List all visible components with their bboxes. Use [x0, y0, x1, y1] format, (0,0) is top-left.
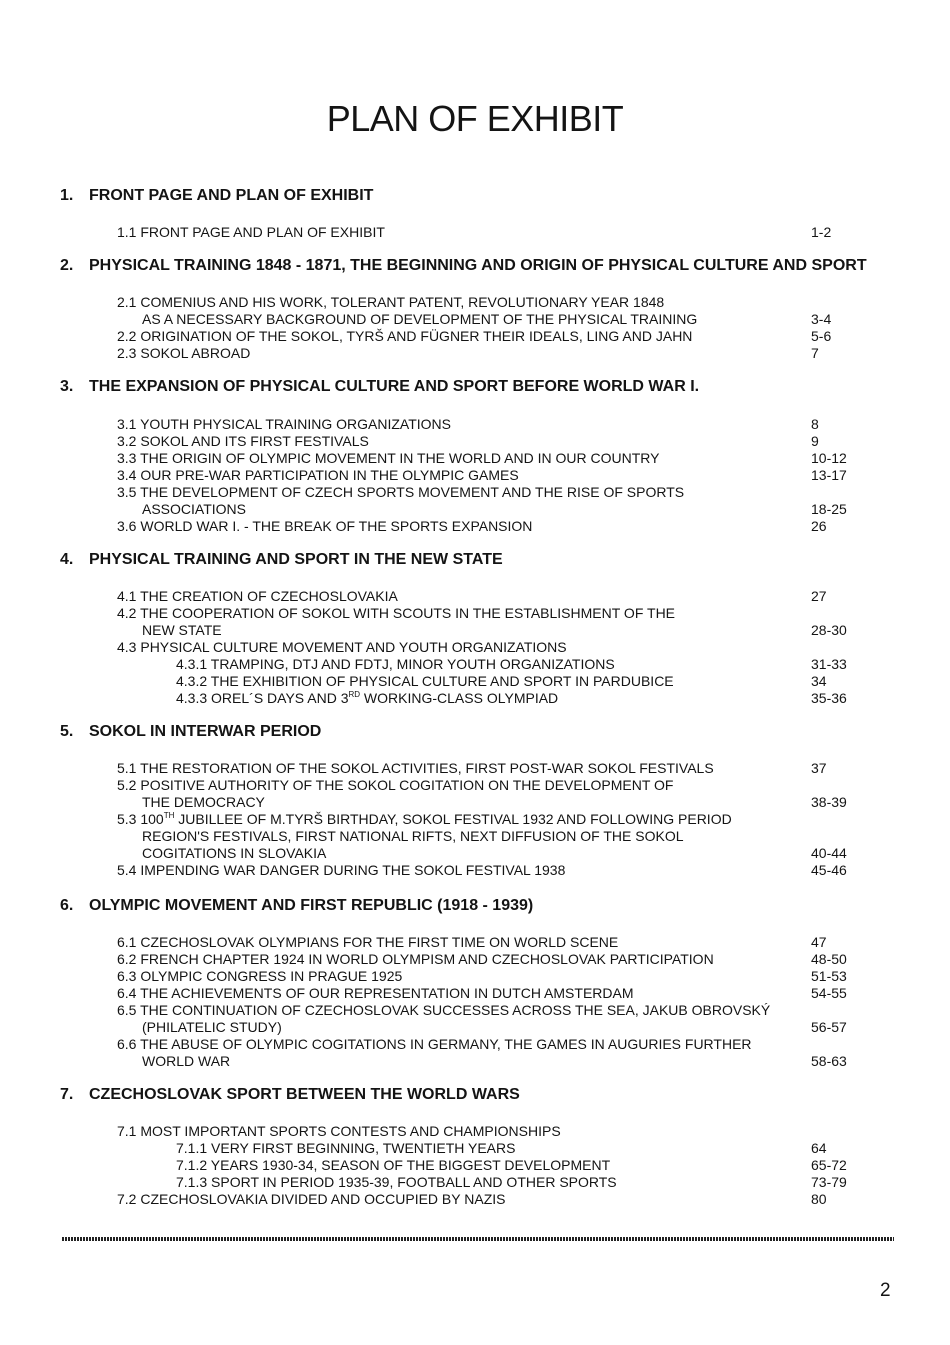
toc-entry-text: 6.6 THE ABUSE OF OLYMPIC COGITATIONS IN GERMANY, THE GAMES IN AUGURIES FURTHER [117, 1036, 752, 1052]
toc-entry-text: REGION'S FESTIVALS, FIRST NATIONAL RIFTS, NEXT DIFFUSION OF THE SOKOL [142, 828, 684, 844]
toc-entry-text: 4.3 PHYSICAL CULTURE MOVEMENT AND YOUTH ORGANIZATIONS [117, 639, 567, 655]
toc-entry-page: 9 [811, 433, 819, 449]
toc-entry-text: 3.1 YOUTH PHYSICAL TRAINING ORGANIZATIONS [117, 416, 451, 432]
toc-entry [0, 450, 950, 467]
toc-entry-page: 40-44 [811, 845, 847, 861]
toc-entry-text: 2.1 COMENIUS AND HIS WORK, TOLERANT PATENT, REVOLUTIONARY YEAR 1848 [117, 294, 665, 310]
section-number: 1. [60, 187, 74, 204]
toc-entry-text: 6.4 THE ACHIEVEMENTS OF OUR REPRESENTATION IN DUTCH AMSTERDAM [117, 985, 634, 1001]
toc-entry-page: 35-36 [811, 690, 847, 706]
toc-entry-page: 31-33 [811, 656, 847, 672]
toc-entry-text: NEW STATE [142, 622, 222, 638]
toc-entry-page: 45-46 [811, 862, 847, 878]
section-number: 3. [60, 378, 74, 395]
toc-entry-text: 2.2 ORIGINATION OF THE SOKOL, TYRŠ AND FÜGNER THEIR IDEALS, LING AND JAHN [117, 328, 693, 344]
toc-entry-text: 7.2 CZECHOSLOVAKIA DIVIDED AND OCCUPIED BY NAZIS [117, 1191, 506, 1207]
toc-entry-text: 1.1 FRONT PAGE AND PLAN OF EXHIBIT [117, 224, 385, 240]
section-title: SOKOL IN INTERWAR PERIOD [89, 723, 322, 740]
toc-entry-page: 51-53 [811, 968, 847, 984]
toc-entry-text: 3.3 THE ORIGIN OF OLYMPIC MOVEMENT IN THE WORLD AND IN OUR COUNTRY [117, 450, 660, 466]
section-number: 4. [60, 551, 74, 568]
section-items [0, 224, 950, 241]
toc-entry [0, 690, 950, 707]
toc-entry [0, 985, 950, 1002]
section-heading [60, 551, 920, 569]
toc-entry-text: 4.1 THE CREATION OF CZECHOSLOVAKIA [117, 588, 398, 604]
toc-entry [0, 416, 950, 433]
footer-divider [62, 1237, 894, 1241]
section-title: CZECHOSLOVAK SPORT BETWEEN THE WORLD WARS [89, 1086, 520, 1103]
toc-entry [0, 588, 950, 605]
toc-entry-text-end: JUBILLEE OF M.TYRŠ BIRTHDAY, SOKOL FESTIVAL 1932 AND FOLLOWING PERIOD [174, 811, 732, 827]
toc-entry [0, 1140, 950, 1157]
toc-entry-page: 48-50 [811, 951, 847, 967]
toc-entry [0, 1036, 950, 1053]
toc-entry [0, 518, 950, 535]
page-number: 2 [880, 1280, 891, 1301]
toc-entry [0, 328, 950, 345]
toc-entry-page: 3-4 [811, 311, 832, 327]
section-title: FRONT PAGE AND PLAN OF EXHIBIT [89, 187, 374, 204]
toc-entry [0, 777, 950, 794]
toc-entry-page: 27 [811, 588, 827, 604]
toc-entry [0, 345, 950, 362]
toc-entry-text: 7.1.1 VERY FIRST BEGINNING, TWENTIETH YEARS [176, 1140, 516, 1156]
toc-entry-text: 5.4 IMPENDING WAR DANGER DURING THE SOKOL FESTIVAL 1938 [117, 862, 566, 878]
toc-entry-text: 5.2 POSITIVE AUTHORITY OF THE SOKOL COGITATION ON THE DEVELOPMENT OF [117, 777, 674, 793]
toc-entry-text: 4.2 THE COOPERATION OF SOKOL WITH SCOUTS IN THE ESTABLISHMENT OF THE [117, 605, 676, 621]
toc-entry-page: 38-39 [811, 794, 847, 810]
toc-entry [0, 968, 950, 985]
toc-entry [0, 605, 950, 622]
toc-entry-text: 7.1.3 SPORT IN PERIOD 1935-39, FOOTBALL AND OTHER SPORTS [176, 1174, 617, 1190]
section-heading [60, 378, 920, 396]
section-heading [60, 257, 920, 275]
toc-entry [0, 794, 950, 811]
toc-entry-text-start: 4.3.3 OREL´S DAYS AND 3 [176, 690, 349, 706]
toc-entry [0, 294, 950, 311]
ordinal-suffix: TH [163, 811, 175, 820]
toc-entry [0, 811, 950, 828]
toc-entry-page: 37 [811, 760, 827, 776]
toc-entry [0, 1123, 950, 1140]
section-title: OLYMPIC MOVEMENT AND FIRST REPUBLIC (1918 - 1939) [89, 897, 534, 914]
toc-entry [0, 1157, 950, 1174]
toc-entry [0, 639, 950, 656]
toc-entry-text: 4.3.2 THE EXHIBITION OF PHYSICAL CULTURE AND SPORT IN PARDUBICE [176, 673, 674, 689]
toc-entry-text: 6.3 OLYMPIC CONGRESS IN PRAGUE 1925 [117, 968, 403, 984]
toc-entry [0, 1174, 950, 1191]
toc-entry [0, 845, 950, 862]
toc-entry-text: 3.5 THE DEVELOPMENT OF CZECH SPORTS MOVEMENT AND THE RISE OF SPORTS [117, 484, 685, 500]
toc-entry-text: 5.1 THE RESTORATION OF THE SOKOL ACTIVITIES, FIRST POST-WAR SOKOL FESTIVALS [117, 760, 714, 776]
toc-entry-page: 1-2 [811, 224, 832, 240]
toc-entry-page: 7 [811, 345, 819, 361]
toc-entry [0, 862, 950, 879]
toc-entry [0, 311, 950, 328]
section-items [0, 416, 950, 535]
section-title: PHYSICAL TRAINING AND SPORT IN THE NEW STATE [89, 551, 503, 568]
toc-entry-page: 64 [811, 1140, 827, 1156]
toc-entry-page: 8 [811, 416, 819, 432]
toc-entry [0, 433, 950, 450]
toc-entry-text [117, 811, 732, 828]
section-items [0, 1123, 950, 1208]
toc-entry-page: 10-12 [811, 450, 847, 466]
section-number: 5. [60, 723, 74, 740]
section-number: 2. [60, 257, 74, 274]
toc-entry-text: THE DEMOCRACY [142, 794, 265, 810]
section-items [0, 294, 950, 362]
toc-entry-page: 80 [811, 1191, 827, 1207]
toc-entry-text: (PHILATELIC STUDY) [142, 1019, 282, 1035]
toc-entry [0, 760, 950, 777]
toc-entry-page: 26 [811, 518, 827, 534]
section-title: PHYSICAL TRAINING 1848 - 1871, THE BEGINNING AND ORIGIN OF PHYSICAL CULTURE AND SPORT [89, 257, 867, 274]
toc-entry-page: 73-79 [811, 1174, 847, 1190]
toc-entry [0, 1019, 950, 1036]
section-items [0, 934, 950, 1070]
toc-entry-text: 3.2 SOKOL AND ITS FIRST FESTIVALS [117, 433, 369, 449]
toc-entry-page: 5-6 [811, 328, 832, 344]
toc-entry [0, 951, 950, 968]
toc-entry-page: 54-55 [811, 985, 847, 1001]
toc-entry [0, 656, 950, 673]
toc-entry-text-end: WORKING-CLASS OLYMPIAD [360, 690, 559, 706]
section-heading [60, 187, 920, 205]
toc-entry-text: 3.6 WORLD WAR I. - THE BREAK OF THE SPORTS EXPANSION [117, 518, 533, 534]
toc-entry-page: 34 [811, 673, 827, 689]
section-number: 6. [60, 897, 74, 914]
toc-entry-text: 4.3.1 TRAMPING, DTJ AND FDTJ, MINOR YOUTH ORGANIZATIONS [176, 656, 615, 672]
page-title: PLAN OF EXHIBIT [326, 98, 624, 139]
ordinal-suffix: RD [348, 690, 361, 699]
toc-entry-page: 56-57 [811, 1019, 847, 1035]
toc-entry-text: 6.5 THE CONTINUATION OF CZECHOSLOVAK SUCCESSES ACROSS THE SEA, JAKUB OBROVSKÝ [117, 1002, 771, 1018]
toc-entry-page: 28-30 [811, 622, 847, 638]
toc-entry-text: 2.3 SOKOL ABROAD [117, 345, 251, 361]
toc-entry [0, 934, 950, 951]
toc-entry [0, 1191, 950, 1208]
section-items [0, 760, 950, 879]
section-number: 7. [60, 1086, 74, 1103]
section-heading [60, 723, 920, 741]
toc-entry [0, 484, 950, 501]
toc-entry-text: AS A NECESSARY BACKGROUND OF DEVELOPMENT OF THE PHYSICAL TRAINING [142, 311, 698, 327]
toc-entry-text: 6.1 CZECHOSLOVAK OLYMPIANS FOR THE FIRST TIME ON WORLD SCENE [117, 934, 619, 950]
toc-entry-text: 6.2 FRENCH CHAPTER 1924 IN WORLD OLYMPISM AND CZECHOSLOVAK PARTICIPATION [117, 951, 714, 967]
toc-entry [0, 467, 950, 484]
toc-entry-text: 7.1 MOST IMPORTANT SPORTS CONTESTS AND CHAMPIONSHIPS [117, 1123, 561, 1139]
toc-entry-text: COGITATIONS IN SLOVAKIA [142, 845, 327, 861]
toc-entry [0, 1053, 950, 1070]
toc-entry [0, 622, 950, 639]
section-items [0, 588, 950, 707]
toc-entry-page: 47 [811, 934, 827, 950]
toc-entry [0, 1002, 950, 1019]
toc-entry-text: 3.4 OUR PRE-WAR PARTICIPATION IN THE OLYMPIC GAMES [117, 467, 519, 483]
toc-entry-text: 7.1.2 YEARS 1930-34, SEASON OF THE BIGGEST DEVELOPMENT [176, 1157, 611, 1173]
toc-entry-page: 58-63 [811, 1053, 847, 1069]
toc-entry [0, 673, 950, 690]
section-heading [60, 1086, 920, 1104]
toc-entry [0, 828, 950, 845]
toc-entry-page: 65-72 [811, 1157, 847, 1173]
toc-entry-text: WORLD WAR [142, 1053, 231, 1069]
toc-entry-page: 13-17 [811, 467, 847, 483]
toc-entry-page: 18-25 [811, 501, 847, 517]
toc-entry-text [176, 690, 558, 707]
toc-entry [0, 501, 950, 518]
toc-entry [0, 224, 950, 241]
section-heading [60, 897, 920, 915]
toc-entry-text-start: 5.3 100 [117, 811, 164, 827]
toc-entry-text: ASSOCIATIONS [142, 501, 246, 517]
section-title: THE EXPANSION OF PHYSICAL CULTURE AND SPORT BEFORE WORLD WAR I. [89, 378, 700, 395]
